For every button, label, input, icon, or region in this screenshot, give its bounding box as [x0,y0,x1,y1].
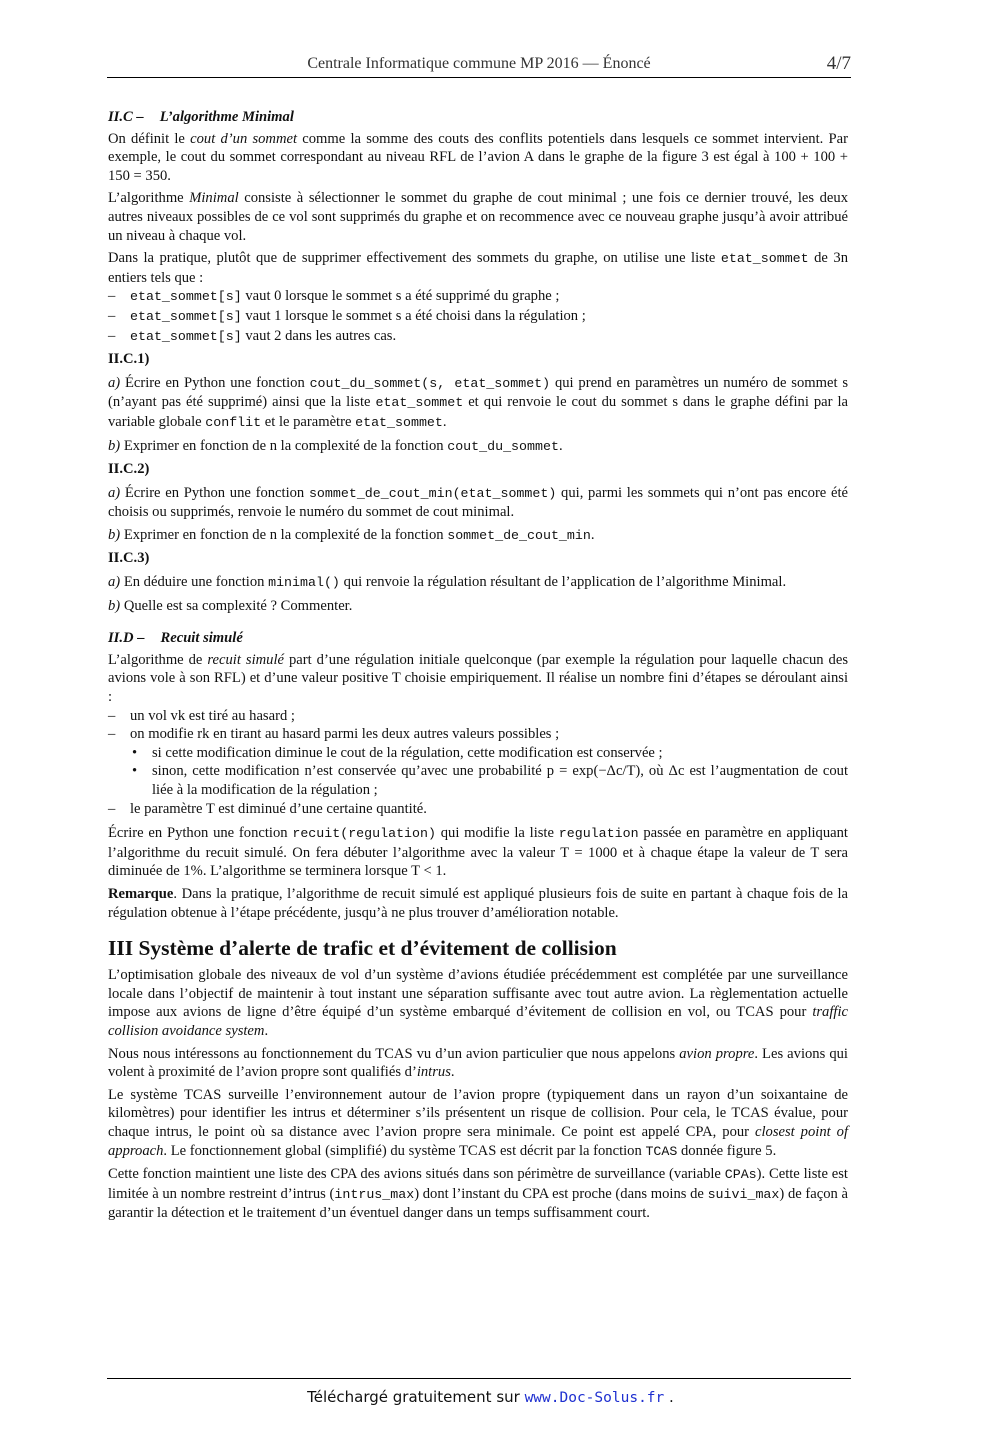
paragraph: L’optimisation globale des niveaux de vol d’un système d’avions étudiée précédemment est complétée par une surveillance locale dans l’objectif de maintenir à tout instant une séparation suffisante avec tout autre avion. La règlementation actuelle impose aux avions de ligne d’être équipé d’un système embarqué d’évitement de collision en vol, ou TCAS pour traffic collision avoidance system. [108,967,848,1039]
section-number: II.D – [108,630,145,647]
section-heading-III: III Système d’alerte de trafic et d’évitement de collision [108,936,617,961]
paragraph: L’algorithme Minimal consiste à sélectionner le sommet du graphe de cout minimal ; une fois ce dernier trouvé, les deux autres niveaux possibles de ce vol sont supprimés du graphe et on recommence avec ce nouveau graphe jusqu’à avoir attribué un niveau à chaque vol. [108,190,848,244]
paragraph: Cette fonction maintient une liste des CPA des avions situés dans son périmètre de surveillance (variable CPAs). Cette liste est limitée à un nombre restreint d’intrus (intrus_max) dont l’instant du CPA est proche (dans moins de suivi_max) de façon à garantir la détection et le traitement d’un éventuel danger dans un temps suffisamment court. [108,1166,849,1222]
section-heading-IID [108,629,848,648]
paragraph: Dans la pratique, plutôt que de supprimer effectivement des sommets du graphe, on utilise une liste etat_sommet de 3n entiers tels que : [108,250,848,286]
page-content [108,108,848,1227]
bullet-item: • si cette modification diminue le cout de la régulation, cette modification est conservée ; [108,744,848,763]
section-title: Recuit simulé [160,630,243,647]
question-text: a) Écrire en Python une fonction cout_du_sommet(s, etat_sommet) qui prend en paramètres un numéro de sommet s (n’ayant pas été supprimé) ainsi que la liste etat_sommet et qui renvoie le cout du sommet s dans le graphe défini par la variable globale conflit et le paramètre etat_sommet. [108,374,849,430]
paragraph: L’algorithme de recuit simulé part d’une régulation initiale quelconque (par exemple la régulation pour laquelle chacun des avions vole à son RFL) et d’une valeur positive T choisie empiriquement. Il réalise un nombre fini d’étapes se déroulant ainsi : [108,651,849,706]
section-heading-IIC [108,108,848,127]
question-text: b) Exprimer en fonction de n la complexité de la fonction cout_du_sommet. [108,437,563,454]
paragraph: Le système TCAS surveille l’environnement autour de l’avion propre (typiquement dans un rayon d’un soixantaine de kilomètres) pour identifier les intrus et déterminer s’ils présentent un risque de collision. Pour cela, le TCAS évalue, pour chaque intrus, le point où sa distance avec l’avion propre sera minimale. Ce point est appelé CPA, pour closest point of approach. Le fonctionnement global (simplifié) du système TCAS est décrit par la fonction TCAS donnée figure 5. [108,1086,848,1159]
list-item: – on modifie rk en tirant au hasard parmi les deux autres valeurs possibles ; [108,725,848,744]
footer-link[interactable]: www.Doc-Solus.fr [524,1390,665,1406]
list-item: – un vol vk est tiré au hasard ; [108,707,848,726]
page-number: 4/7 [826,53,851,74]
list-item: – etat_sommet[s] vaut 0 lorsque le sommet s a été supprimé du graphe ; [108,287,848,307]
page-footer [0,1388,981,1406]
page-header [107,53,851,78]
question-label: II.C.1) [108,351,150,368]
paragraph: Nous nous intéressons au fonctionnement du TCAS vu d’un avion particulier que nous appelons avion propre. Les avions qui volent à proximité de l’avion propre sont qualifiés d’intrus. [108,1045,848,1081]
paragraph: On définit le cout d’un sommet comme la somme des couts des conflits potentiels dans lesquels ce sommet intervient. Par exemple, le cout du sommet correspondant au niveau RFL de l’avion A dans le graphe de la figure 3 est égal à 100 + 100 + 150 = 350. [108,130,848,184]
footer-end: . [664,1388,674,1406]
paragraph: Écrire en Python une fonction recuit(regulation) qui modifie la liste regulation passée en paramètre en appliquant l’algorithme du recuit simulé. On fera débuter l’algorithme avec la valeur T = 1000 et à chaque étape la valeur de T sera diminuée de 1%. L’algorithme se terminera lorsque T < 1. [108,825,848,880]
footer-rule [107,1378,851,1379]
question-text: b) Exprimer en fonction de n la complexité de la fonction sommet_de_cout_min. [108,526,595,543]
footer-text: Téléchargé gratuitement sur [307,1388,525,1406]
question-text: b) Quelle est sa complexité ? Commenter. [108,597,353,614]
question-label: II.C.2) [108,461,150,478]
section-title: L’algorithme Minimal [159,109,294,125]
list-item: – etat_sommet[s] vaut 1 lorsque le sommet s a été choisi dans la régulation ; [108,307,848,327]
question-text: a) Écrire en Python une fonction sommet_de_cout_min(etat_sommet) qui, parmi les sommets qui n’ont pas encore été choisis ou supprimés, renvoie le numéro du sommet de cout minimal. [108,484,849,521]
question-label: II.C.3) [108,550,150,567]
header-title: Centrale Informatique commune MP 2016 — Énoncé [307,55,651,72]
question-text: a) En déduire une fonction minimal() qui renvoie la régulation résultant de l’application de l’algorithme Minimal. [108,574,787,591]
bullet-item: • sinon, cette modification n’est conservée qu’avec une probabilité p = exp(−Δc/T), où Δc est l’augmentation de cout liée à la modification de la régulation ; [108,762,848,799]
list-item: – le paramètre T est diminué d’une certaine quantité. [108,800,848,819]
section-number: II.C – [108,109,144,125]
list-item: – etat_sommet[s] vaut 2 dans les autres cas. [108,327,848,347]
remark: Remarque. Dans la pratique, l’algorithme de recuit simulé est appliqué plusieurs fois de suite en partant à chaque fois de la régulation obtenue à l’étape précédente, jusqu’à ne plus trouver d’amélioration notable. [108,885,848,921]
